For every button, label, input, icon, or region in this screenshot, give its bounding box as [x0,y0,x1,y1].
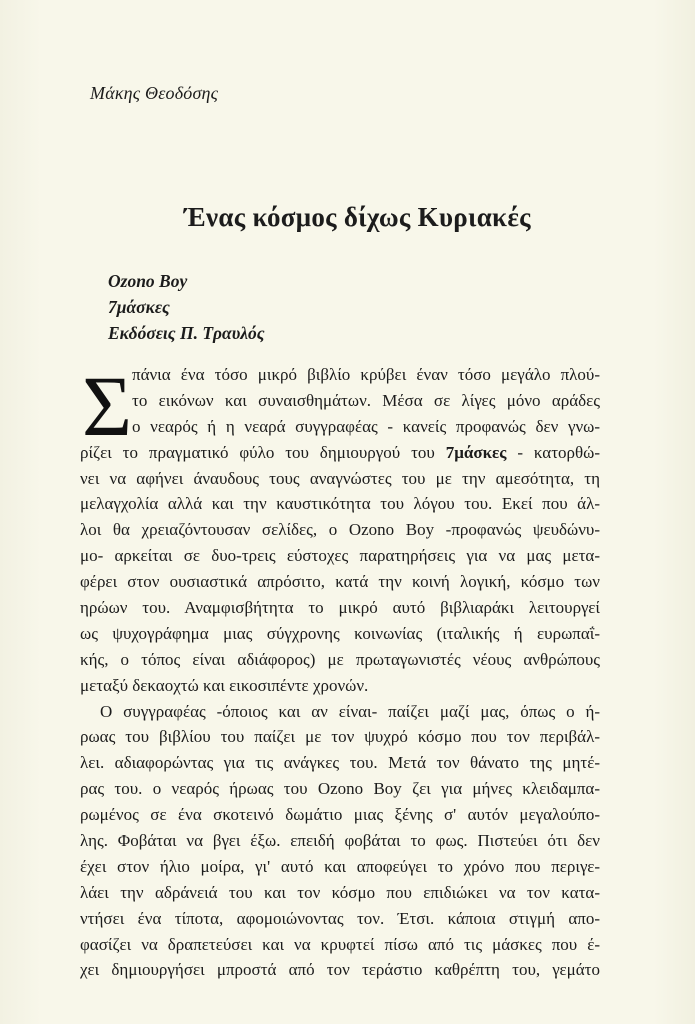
body-line: ντήσει ένα τίποτα, αφομοιώνοντας τον. Έτσι. κάποια στιγμή απο- [80,908,600,928]
article-title: Ένας κόσμος δίχως Κυριακές [184,202,531,232]
book-title: 7μάσκες [108,297,170,317]
body-line: λει. αδιαφορώντας για τις ανάγκες του. Μετά τον θάνατο της μητέ- [80,753,600,773]
book-publisher: Εκδόσεις Π. Τραυλός [108,323,265,343]
body-line-tail: - κατορθώ- [506,442,600,462]
body-line: κής, ο τόπος είναι αδιάφορος) με πρωταγωνιστές νέους ανθρώπους [80,649,600,669]
body-line: μο- αρκείται σε δυο-τρεις εύστοχες παρατηρήσεις για να μας μετα- [80,546,600,566]
body-line: ηρώων του. Αναμφισβήτητα το μικρό αυτό βιβλιαράκι λειτουργεί [80,598,600,618]
body-line: λοι θα χρειαζόντουσαν σελίδες, ο Ozono Boy -προφανώς ψευδώνυ- [80,520,600,540]
body-line: το εικόνων και συναισθημάτων. Μέσα σε λίγες μόνο αράδες [132,390,600,410]
drop-cap: Σ [82,358,133,454]
body-line: μεταξύ δεκαοχτώ και εικοσιπέντε χρονών. [80,675,369,695]
article-body [80,358,600,983]
article-author: Μάκης Θεοδόσης [90,83,219,103]
body-line: ως ψυχογράφημα μιας σύγχρονης κοινωνίας (ιταλικής ή ευρωπαΐ- [80,623,600,643]
body-line: ο νεαρός ή η νεαρά συγγραφέας - κανείς προφανώς δεν γνω- [132,416,600,436]
body-line: Ο συγγραφέας -όποιος και αν είναι- παίζει μαζί μας, όπως ο ή- [100,701,600,721]
body-line-text: ρίζει το πραγματικό φύλο του δημιουργού του [80,442,446,462]
body-line: ρας του. ο νεαρός ήρωας του Ozono Boy ζει για μήνες κλειδαμπα- [80,779,600,799]
body-line: φασίζει να δραπετεύσει και να κρυφτεί πίσω από τις μάσκες που έ- [80,934,600,954]
book-author: Ozono Boy [108,271,188,291]
body-line: πάνια ένα τόσο μικρό βιβλίο κρύβει έναν τόσο μεγάλο πλού- [132,365,600,384]
body-line: φέρει στον ουσιαστικά απρόσιτο, κατά την κοινή λογική, κόσμο των [80,572,600,592]
body-line: μελαγχολία αλλά και την καυστικότητα του λόγου του. Εκεί που άλ- [80,494,600,514]
body-line: νει να αφήνει άναυδους τους αναγνώστες του με την αμεσότητα, τη [80,468,600,488]
body-line: χει δημιουργήσει μπροστά από τον τεράστιο καθρέπτη του, γεμάτο [80,960,600,980]
book-title-inline: 7μάσκες [445,442,507,462]
body-line [80,440,600,466]
body-line: έχει στον ήλιο μοίρα, γι' αυτό και αποφεύγει το χρόνο που περιγε- [80,856,600,876]
body-line: λάει την αδράνειά του και τον κόσμο που επιδιώκει να τον κατα- [80,882,600,902]
body-line: λης. Φοβάται να βγει έξω. επειδή φοβάται το φως. Πιστεύει ότι δεν [80,831,600,851]
body-line: ρωμένος σε ένα σκοτεινό δωμάτιο μιας ξένης σ' αυτόν μεγαλούπο- [80,805,600,825]
body-line: ρωας του βιβλίου του παίζει με τον ψυχρό κόσμο που τον περιβάλ- [80,727,600,747]
book-info [108,268,265,346]
